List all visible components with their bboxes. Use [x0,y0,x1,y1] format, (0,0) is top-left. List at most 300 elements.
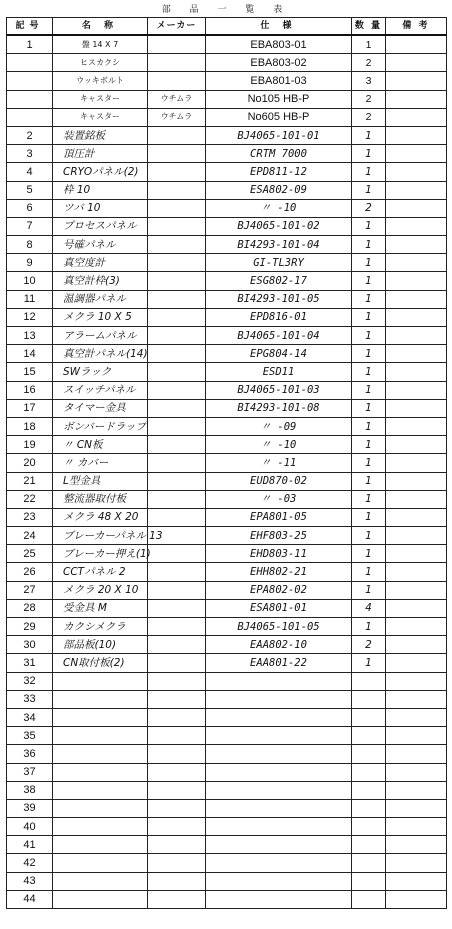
table-row [7,690,447,708]
row-note [386,636,447,654]
row-note [386,54,447,72]
row-maker [148,327,206,345]
parts-list-sheet [6,3,446,909]
row-number: 25 [7,545,53,563]
row-maker [148,508,206,526]
row-note [386,290,447,308]
row-note [386,781,447,799]
table-row [7,636,447,654]
row-maker [148,890,206,908]
row-name: 枠 10 [53,181,148,199]
row-maker [148,72,206,90]
row-maker: ウチムラ [148,108,206,126]
row-maker [148,745,206,763]
row-number: 15 [7,363,53,381]
row-spec: EAA802-10 [206,636,352,654]
row-maker [148,345,206,363]
row-note [386,272,447,290]
row-quantity: 1 [352,563,386,581]
row-spec: ESA802-09 [206,181,352,199]
row-quantity: 1 [352,654,386,672]
table-row [7,799,447,817]
row-spec: ESA801-01 [206,599,352,617]
table-row [7,781,447,799]
row-name: メクラ 48 X 20 [53,508,148,526]
table-row [7,254,447,272]
row-number: 40 [7,818,53,836]
table-row [7,35,447,54]
row-note [386,327,447,345]
row-maker [148,54,206,72]
table-row [7,436,447,454]
row-number: 10 [7,272,53,290]
row-maker [148,290,206,308]
row-maker [148,563,206,581]
row-quantity: 1 [352,236,386,254]
table-row [7,618,447,636]
row-maker [148,763,206,781]
row-quantity: 1 [352,581,386,599]
row-quantity [352,727,386,745]
row-number: 14 [7,345,53,363]
row-maker [148,381,206,399]
row-number: 3 [7,145,53,163]
row-number: 11 [7,290,53,308]
row-quantity: 1 [352,527,386,545]
row-quantity: 3 [352,72,386,90]
row-quantity [352,708,386,726]
row-number: 32 [7,672,53,690]
row-note [386,545,447,563]
row-name: ヒスカクシ [53,54,148,72]
row-quantity: 1 [352,217,386,235]
row-name [53,708,148,726]
row-name: メクラ 20 X 10 [53,581,148,599]
table-row [7,236,447,254]
row-maker [148,181,206,199]
row-maker [148,854,206,872]
row-name: 部品板(10) [53,636,148,654]
table-row [7,654,447,672]
header-note: 備 考 [386,18,447,36]
row-name: CN取付板(2) [53,654,148,672]
row-name: 真空度計 [53,254,148,272]
row-note [386,854,447,872]
row-quantity: 1 [352,381,386,399]
row-name: 〃 カバー [53,454,148,472]
row-quantity: 1 [352,35,386,54]
row-quantity: 1 [352,545,386,563]
row-maker [148,690,206,708]
table-row [7,90,447,108]
row-name: 温調器パネル [53,290,148,308]
row-number: 41 [7,836,53,854]
row-spec: ESD11 [206,363,352,381]
row-quantity: 2 [352,199,386,217]
row-name: ブレーカー押え(1) [53,545,148,563]
row-number: 17 [7,399,53,417]
row-name [53,818,148,836]
row-note [386,417,447,435]
row-name: 装置銘板 [53,126,148,144]
row-quantity: 2 [352,636,386,654]
table-row [7,818,447,836]
row-quantity [352,745,386,763]
row-spec [206,727,352,745]
row-maker [148,708,206,726]
header-name: 名 称 [53,18,148,36]
row-maker [148,399,206,417]
row-spec [206,781,352,799]
row-maker [148,581,206,599]
row-quantity [352,872,386,890]
row-maker [148,727,206,745]
row-spec [206,763,352,781]
table-row [7,708,447,726]
table-row [7,508,447,526]
row-spec: BI4293-101-04 [206,236,352,254]
row-note [386,345,447,363]
row-number: 43 [7,872,53,890]
row-quantity: 2 [352,108,386,126]
row-number: 39 [7,799,53,817]
row-spec: No605 HB-P [206,108,352,126]
row-maker [148,236,206,254]
row-spec: EHD803-11 [206,545,352,563]
row-number [7,54,53,72]
row-maker [148,654,206,672]
row-note [386,799,447,817]
row-maker [148,163,206,181]
row-number: 21 [7,472,53,490]
row-number: 7 [7,217,53,235]
row-spec [206,672,352,690]
row-spec: EUD870-02 [206,472,352,490]
row-note [386,708,447,726]
row-quantity: 1 [352,490,386,508]
row-number: 30 [7,636,53,654]
row-number [7,72,53,90]
table-row [7,563,447,581]
row-note [386,727,447,745]
row-quantity [352,836,386,854]
table-row [7,545,447,563]
row-spec [206,799,352,817]
row-note [386,454,447,472]
row-note [386,399,447,417]
row-maker [148,126,206,144]
row-spec: EPA802-02 [206,581,352,599]
row-name [53,672,148,690]
row-spec [206,836,352,854]
row-number: 26 [7,563,53,581]
row-quantity [352,690,386,708]
row-name: L型金具 [53,472,148,490]
row-number: 37 [7,763,53,781]
row-spec: 〃 -10 [206,199,352,217]
row-note [386,654,447,672]
row-spec: EHF803-25 [206,527,352,545]
row-quantity: 1 [352,436,386,454]
table-row [7,399,447,417]
table-row [7,872,447,890]
row-number: 8 [7,236,53,254]
row-maker [148,35,206,54]
header-row [7,18,447,36]
row-spec: EBA801-03 [206,72,352,90]
row-name: 真空計枠(3) [53,272,148,290]
row-number: 27 [7,581,53,599]
row-quantity: 1 [352,345,386,363]
row-number [7,108,53,126]
table-row [7,145,447,163]
row-spec: EHH802-21 [206,563,352,581]
row-spec [206,890,352,908]
row-number: 23 [7,508,53,526]
row-name: キャスター [53,90,148,108]
row-name [53,872,148,890]
row-spec: 〃 -10 [206,436,352,454]
row-quantity: 1 [352,145,386,163]
row-maker [148,436,206,454]
table-row [7,581,447,599]
row-number: 5 [7,181,53,199]
table-row [7,308,447,326]
row-note [386,599,447,617]
header-spec: 仕 様 [206,18,352,36]
table-row [7,890,447,908]
row-number: 38 [7,781,53,799]
table-row [7,199,447,217]
row-quantity: 1 [352,181,386,199]
row-name: 頂圧計 [53,145,148,163]
row-name [53,690,148,708]
row-maker [148,272,206,290]
row-name [53,836,148,854]
table-row [7,490,447,508]
row-note [386,563,447,581]
row-spec: 〃 -03 [206,490,352,508]
row-maker [148,363,206,381]
row-number: 12 [7,308,53,326]
row-note [386,763,447,781]
row-note [386,236,447,254]
table-row [7,272,447,290]
table-row [7,345,447,363]
row-number: 16 [7,381,53,399]
row-spec: EPA801-05 [206,508,352,526]
table-row [7,327,447,345]
table-row [7,217,447,235]
header-qty: 数 量 [352,18,386,36]
row-quantity: 2 [352,90,386,108]
row-spec: BI4293-101-08 [206,399,352,417]
table-row [7,672,447,690]
row-number: 18 [7,417,53,435]
row-name: SWラック [53,363,148,381]
row-note [386,163,447,181]
row-maker [148,417,206,435]
row-spec: EPD811-12 [206,163,352,181]
row-name [53,727,148,745]
row-spec: ESG802-17 [206,272,352,290]
row-spec [206,818,352,836]
table-row [7,72,447,90]
row-name: 盤 14 X 7 [53,35,148,54]
row-name: キャスター [53,108,148,126]
row-name [53,854,148,872]
row-name: ボンバードラップ [53,417,148,435]
row-name: 〃 CN板 [53,436,148,454]
row-spec: BJ4065-101-03 [206,381,352,399]
row-spec: EBA803-01 [206,35,352,54]
row-maker [148,199,206,217]
row-quantity: 1 [352,308,386,326]
row-maker [148,490,206,508]
table-row [7,454,447,472]
row-note [386,472,447,490]
row-note [386,254,447,272]
row-maker [148,618,206,636]
row-number: 22 [7,490,53,508]
row-quantity: 1 [352,454,386,472]
row-name [53,799,148,817]
row-note [386,436,447,454]
row-name: ウッキボルト [53,72,148,90]
table-row [7,181,447,199]
row-note [386,217,447,235]
row-name [53,763,148,781]
row-quantity: 1 [352,472,386,490]
table-row [7,108,447,126]
row-spec: 〃 -09 [206,417,352,435]
row-spec [206,872,352,890]
row-spec: EAA801-22 [206,654,352,672]
row-maker [148,636,206,654]
table-row [7,381,447,399]
row-spec: BI4293-101-05 [206,290,352,308]
row-quantity: 1 [352,163,386,181]
row-name [53,890,148,908]
row-quantity: 1 [352,363,386,381]
row-maker [148,217,206,235]
row-name: ツバ 10 [53,199,148,217]
row-maker [148,818,206,836]
row-quantity: 1 [352,290,386,308]
row-note [386,490,447,508]
row-spec: BJ4065-101-04 [206,327,352,345]
row-number: 13 [7,327,53,345]
row-quantity [352,818,386,836]
row-number [7,90,53,108]
row-name: アラームパネル [53,327,148,345]
row-quantity: 1 [352,618,386,636]
row-spec: 〃 -11 [206,454,352,472]
row-name: 受金具 M [53,599,148,617]
row-number: 35 [7,727,53,745]
row-number: 42 [7,854,53,872]
table-row [7,54,447,72]
row-spec: CRTM 7000 [206,145,352,163]
row-number: 34 [7,708,53,726]
row-note [386,872,447,890]
row-note [386,690,447,708]
row-number: 44 [7,890,53,908]
row-number: 33 [7,690,53,708]
row-spec [206,690,352,708]
row-name [53,781,148,799]
row-number: 36 [7,745,53,763]
row-spec: EPG804-14 [206,345,352,363]
row-maker [148,672,206,690]
row-name: ブレーカーパネル 13 [53,527,148,545]
row-quantity [352,890,386,908]
table-row [7,763,447,781]
parts-table [6,17,447,909]
row-maker [148,781,206,799]
row-name: カクシメクラ [53,618,148,636]
row-quantity: 2 [352,54,386,72]
row-name [53,745,148,763]
row-spec: BJ4065-101-05 [206,618,352,636]
table-row [7,417,447,435]
table-row [7,472,447,490]
row-note [386,890,447,908]
table-row [7,599,447,617]
row-note [386,108,447,126]
row-quantity: 1 [352,126,386,144]
row-note [386,90,447,108]
row-note [386,381,447,399]
row-maker [148,254,206,272]
row-quantity [352,854,386,872]
row-quantity: 1 [352,399,386,417]
row-name: CCTパネル 2 [53,563,148,581]
table-row [7,745,447,763]
row-quantity [352,672,386,690]
row-number: 24 [7,527,53,545]
row-maker [148,872,206,890]
table-row [7,290,447,308]
header-no: 記号 [7,18,53,36]
row-name: 真空計パネル(14) [53,345,148,363]
row-note [386,581,447,599]
row-quantity [352,763,386,781]
row-maker [148,799,206,817]
row-quantity [352,781,386,799]
table-row [7,163,447,181]
row-spec [206,745,352,763]
row-spec: EBA803-02 [206,54,352,72]
row-name: スイッチパネル [53,381,148,399]
row-quantity: 1 [352,417,386,435]
row-number: 9 [7,254,53,272]
row-note [386,672,447,690]
table-row [7,854,447,872]
row-note [386,508,447,526]
row-note [386,527,447,545]
row-maker: ウチムラ [148,90,206,108]
row-name: CRYOパネル(2) [53,163,148,181]
row-note [386,836,447,854]
row-spec [206,854,352,872]
row-number: 6 [7,199,53,217]
row-spec: No105 HB-P [206,90,352,108]
row-spec: EPD816-01 [206,308,352,326]
header-maker: メーカー [148,18,206,36]
row-quantity [352,799,386,817]
row-spec: GI-TL3RY [206,254,352,272]
